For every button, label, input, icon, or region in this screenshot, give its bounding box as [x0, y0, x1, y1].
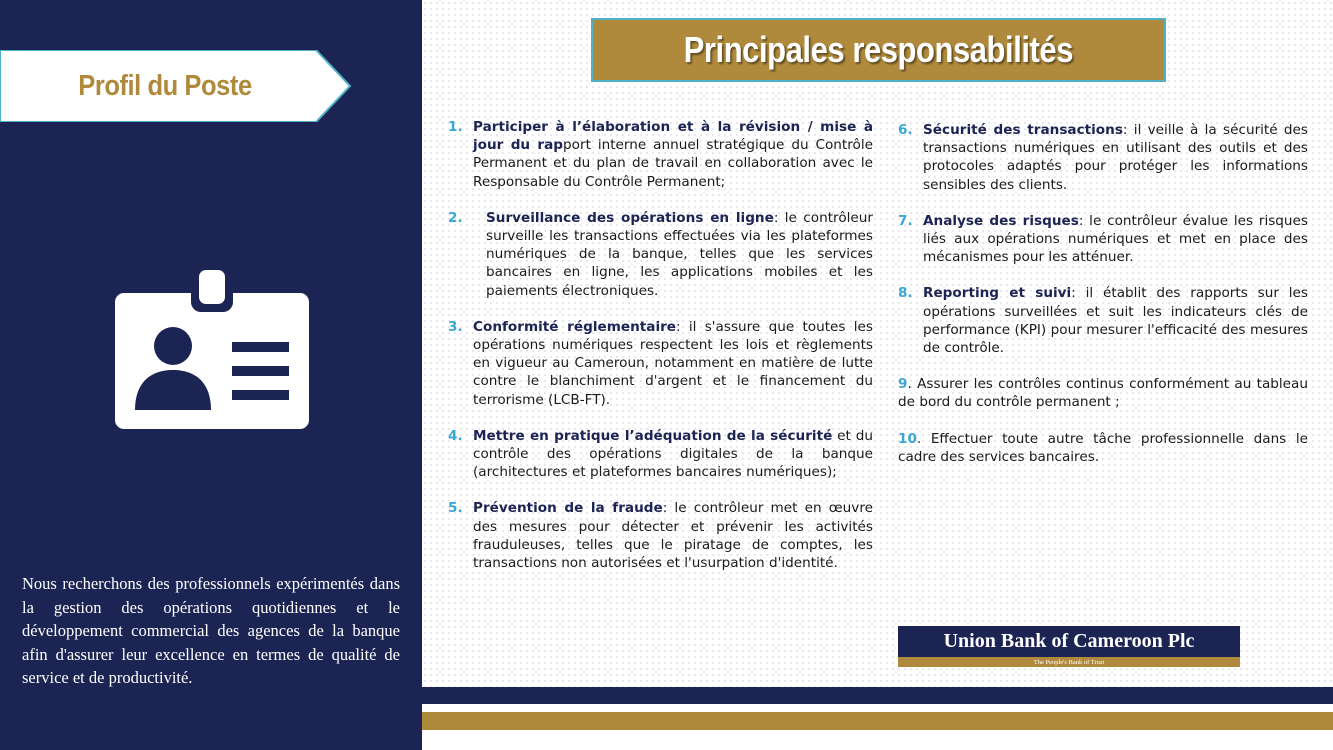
item-title: Participer à l’élaboration et à la révision / mise à jour du rap [473, 119, 873, 154]
list-item [898, 212, 1308, 267]
item-text: : il s'assure que toutes les opérations numériques respectent les lois et règlements en vigueur au Cameroun, notamment en matière de lutte contre le blanchiment d'argent et le financement du terrorisme (LCB-FT). [473, 318, 873, 408]
item-number: 9 [898, 376, 908, 393]
item-number: 4. [448, 427, 463, 444]
list-item [898, 375, 1308, 411]
item-text: port interne annuel stratégique du Contrôle Permanent et du plan de travail en collaboration avec le Responsable du Contrôle Permanent; [473, 137, 873, 190]
item-title: Analyse des risques [923, 212, 1079, 229]
section-title: Profil du Poste [78, 69, 252, 102]
item-body [923, 212, 1308, 267]
item-text: : il veille à la sécurité des transactions numériques en utilisant des outils et des protocoles adaptés pour protéger les informations sensibles des clients. [923, 122, 1308, 193]
item-title: Mettre en pratique l’adéquation de la sécurité [473, 427, 833, 444]
item-number: 5. [448, 500, 463, 517]
item-title: Surveillance des opérations en ligne [486, 209, 774, 226]
bank-logo [898, 626, 1240, 667]
item-number: 6. [898, 122, 913, 138]
item-body [486, 209, 873, 300]
page-title: Principales responsabilités [683, 29, 1074, 70]
list-item [898, 284, 1308, 357]
item-title: Prévention de la fraude [473, 500, 663, 517]
item-title: Sécurité des transactions [923, 122, 1123, 138]
list-item [448, 318, 873, 409]
item-text: : le contrôleur évalue les risques liés aux opérations numériques et met en place des mécanismes pour les atténuer. [923, 212, 1308, 266]
item-text: : le contrôleur met en œuvre des mesures pour détecter et prévenir les activités frauduleuses, telles que le piratage de comptes, les transactions non autorisées et l'usurpation d'identité. [473, 500, 873, 572]
item-body [473, 318, 873, 409]
responsibilities-column-left [448, 118, 873, 572]
list-item [448, 209, 873, 300]
item-body [923, 121, 1308, 194]
logo-name: Union Bank of Cameroon [943, 630, 1163, 652]
id-badge-icon [115, 264, 309, 430]
item-body [473, 118, 873, 191]
logo-suffix: Plc [1167, 630, 1195, 652]
item-text: . Assurer les contrôles continus conformément au tableau de bord du contrôle permanent ; [898, 376, 1308, 411]
item-body [923, 284, 1308, 357]
list-item [898, 430, 1308, 466]
logo-name-bar [898, 626, 1240, 657]
item-number: 8. [898, 285, 913, 302]
title-box [591, 18, 1166, 82]
list-item [898, 121, 1308, 194]
item-text: et du contrôle des opérations digitales de la banque (architectures et plateformes bancaires numériques); [473, 427, 873, 481]
left-panel [0, 0, 422, 750]
footer-stripe-gap [422, 704, 1333, 712]
footer-stripe-gold [422, 712, 1333, 730]
item-text: . Effectuer toute autre tâche professionnelle dans le cadre des services bancaires. [898, 430, 1308, 465]
item-text: : il établit des rapports sur les opérations surveillées et suit les indicateurs clés de performance (KPI) pour mesurer l'efficacité des mesures de contrôle. [923, 285, 1308, 357]
item-body [473, 499, 873, 572]
item-number: 3. [448, 318, 463, 335]
item-number: 7. [898, 212, 913, 229]
logo-text [944, 630, 1195, 653]
item-body [473, 427, 873, 482]
list-item [448, 118, 873, 191]
footer-stripe-navy [422, 687, 1333, 704]
responsibilities-column-right [898, 121, 1308, 466]
item-number: 10 [898, 430, 917, 447]
job-profile-description: Nous recherchons des professionnels expérimentés dans la gestion des opérations quotidiennes et le développement commercial des agences de la banque afin d'assurer leur excellence en termes de qualité de service et de productivité. [22, 574, 400, 687]
logo-tagline-bar [898, 657, 1240, 667]
list-item [448, 427, 873, 482]
item-number: 2. [448, 209, 463, 226]
section-banner [0, 50, 352, 122]
item-title: Conformité réglementaire [473, 318, 677, 335]
footer-stripe-white [422, 730, 1333, 750]
item-title: Reporting et suivi [923, 285, 1072, 302]
list-item [448, 499, 873, 572]
item-number: 1. [448, 119, 463, 135]
logo-tagline: The People's Bank of Trust [1033, 658, 1105, 666]
item-text: : le contrôleur surveille les transactions effectuées via les plateformes numériques de la banque, telles que les services bancaires en ligne, les applications mobiles et les paiements électroniques. [486, 209, 873, 299]
